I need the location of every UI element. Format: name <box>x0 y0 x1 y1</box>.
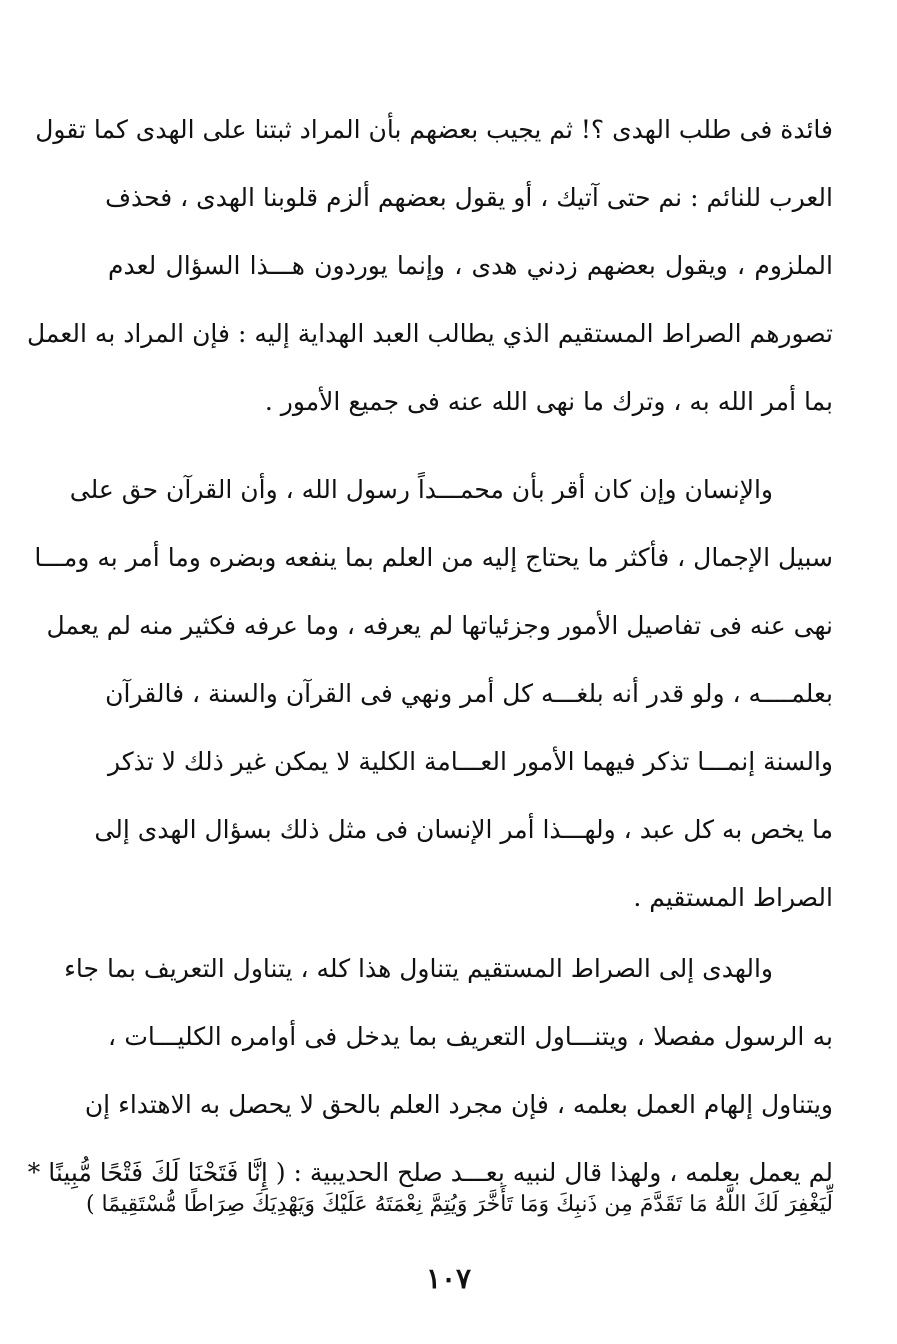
paragraph-line: سبيل الإجمال ، فأكثر ما يحتاج إليه من العلم بما ينفعه وبضره وما أمر به ومـــا <box>34 543 833 572</box>
paragraph-3 <box>27 935 833 1207</box>
quran-verse-continuation: لِّيَغْفِرَ لَكَ اللَّهُ مَا تَقَدَّمَ مِن ذَنبِكَ وَمَا تَأَخَّرَ وَيُتِمَّ نِعْمَتَهُ عَلَيْكَ وَيَهْدِيَكَ صِرَاطًا مُّسْتَقِيمًا ) <box>85 1192 833 1217</box>
paragraph-line: الصراط المستقيم . <box>633 883 833 912</box>
paragraph-1 <box>26 96 833 436</box>
paragraph-line: والسنة إنمـــا تذكر فيهما الأمور العـــامة الكلية لا يمكن غير ذلك لا تذكر <box>107 747 833 776</box>
paragraph-line: والإنسان وإن كان أقر بأن محمـــداً رسول الله ، وأن القرآن حق على <box>69 475 773 504</box>
paragraph-line: لم يعمل بعلمه ، ولهذا قال لنبيه بعـــد صلح الحديبية : ( إِنَّا فَتَحْنَا لَكَ فَتْحًا مُّبِينًا * <box>27 1158 833 1187</box>
paragraph-line: ما يخص به كل عبد ، ولهـــذا أمر الإنسان فى مثل ذلك بسؤال الهدى إلى <box>94 815 833 844</box>
paragraph-line: به الرسول مفصلا ، ويتنـــاول التعريف بما يدخل فى أوامره الكليـــات ، <box>108 1022 833 1051</box>
page-number: ١٠٧ <box>425 1262 472 1295</box>
paragraph-line: نهى عنه فى تفاصيل الأمور وجزئياتها لم يعرفه ، وما عرفه فكثير منه لم يعمل <box>46 611 833 640</box>
paragraph-line: ويتناول إلهام العمل بعلمه ، فإن مجرد العلم بالحق لا يحصل به الاهتداء إن <box>84 1090 833 1119</box>
paragraph-line: والهدى إلى الصراط المستقيم يتناول هذا كله ، يتناول التعريف بما جاء <box>64 954 773 983</box>
paragraph-line: العرب للنائم : نم حتى آتيك ، أو يقول بعضهم ألزم قلوبنا الهدى ، فحذف <box>105 183 833 212</box>
paragraph-line: بعلمــــه ، ولو قدر أنه بلغـــه كل أمر ونهي فى القرآن والسنة ، فالقرآن <box>105 679 833 708</box>
paragraph-line: بما أمر الله به ، وترك ما نهى الله عنه فى جميع الأمور . <box>264 387 833 416</box>
paragraph-line: تصورهم الصراط المستقيم الذي يطالب العبد الهداية إليه : فإن المراد به العمل <box>26 319 833 348</box>
paragraph-2 <box>34 456 833 932</box>
paragraph-line: الملزوم ، ويقول بعضهم زدني هدى ، وإنما يوردون هـــذا السؤال لعدم <box>108 251 833 280</box>
paragraph-line: فائدة فى طلب الهدى ؟! ثم يجيب بعضهم بأن المراد ثبتنا على الهدى كما تقول <box>35 115 833 144</box>
